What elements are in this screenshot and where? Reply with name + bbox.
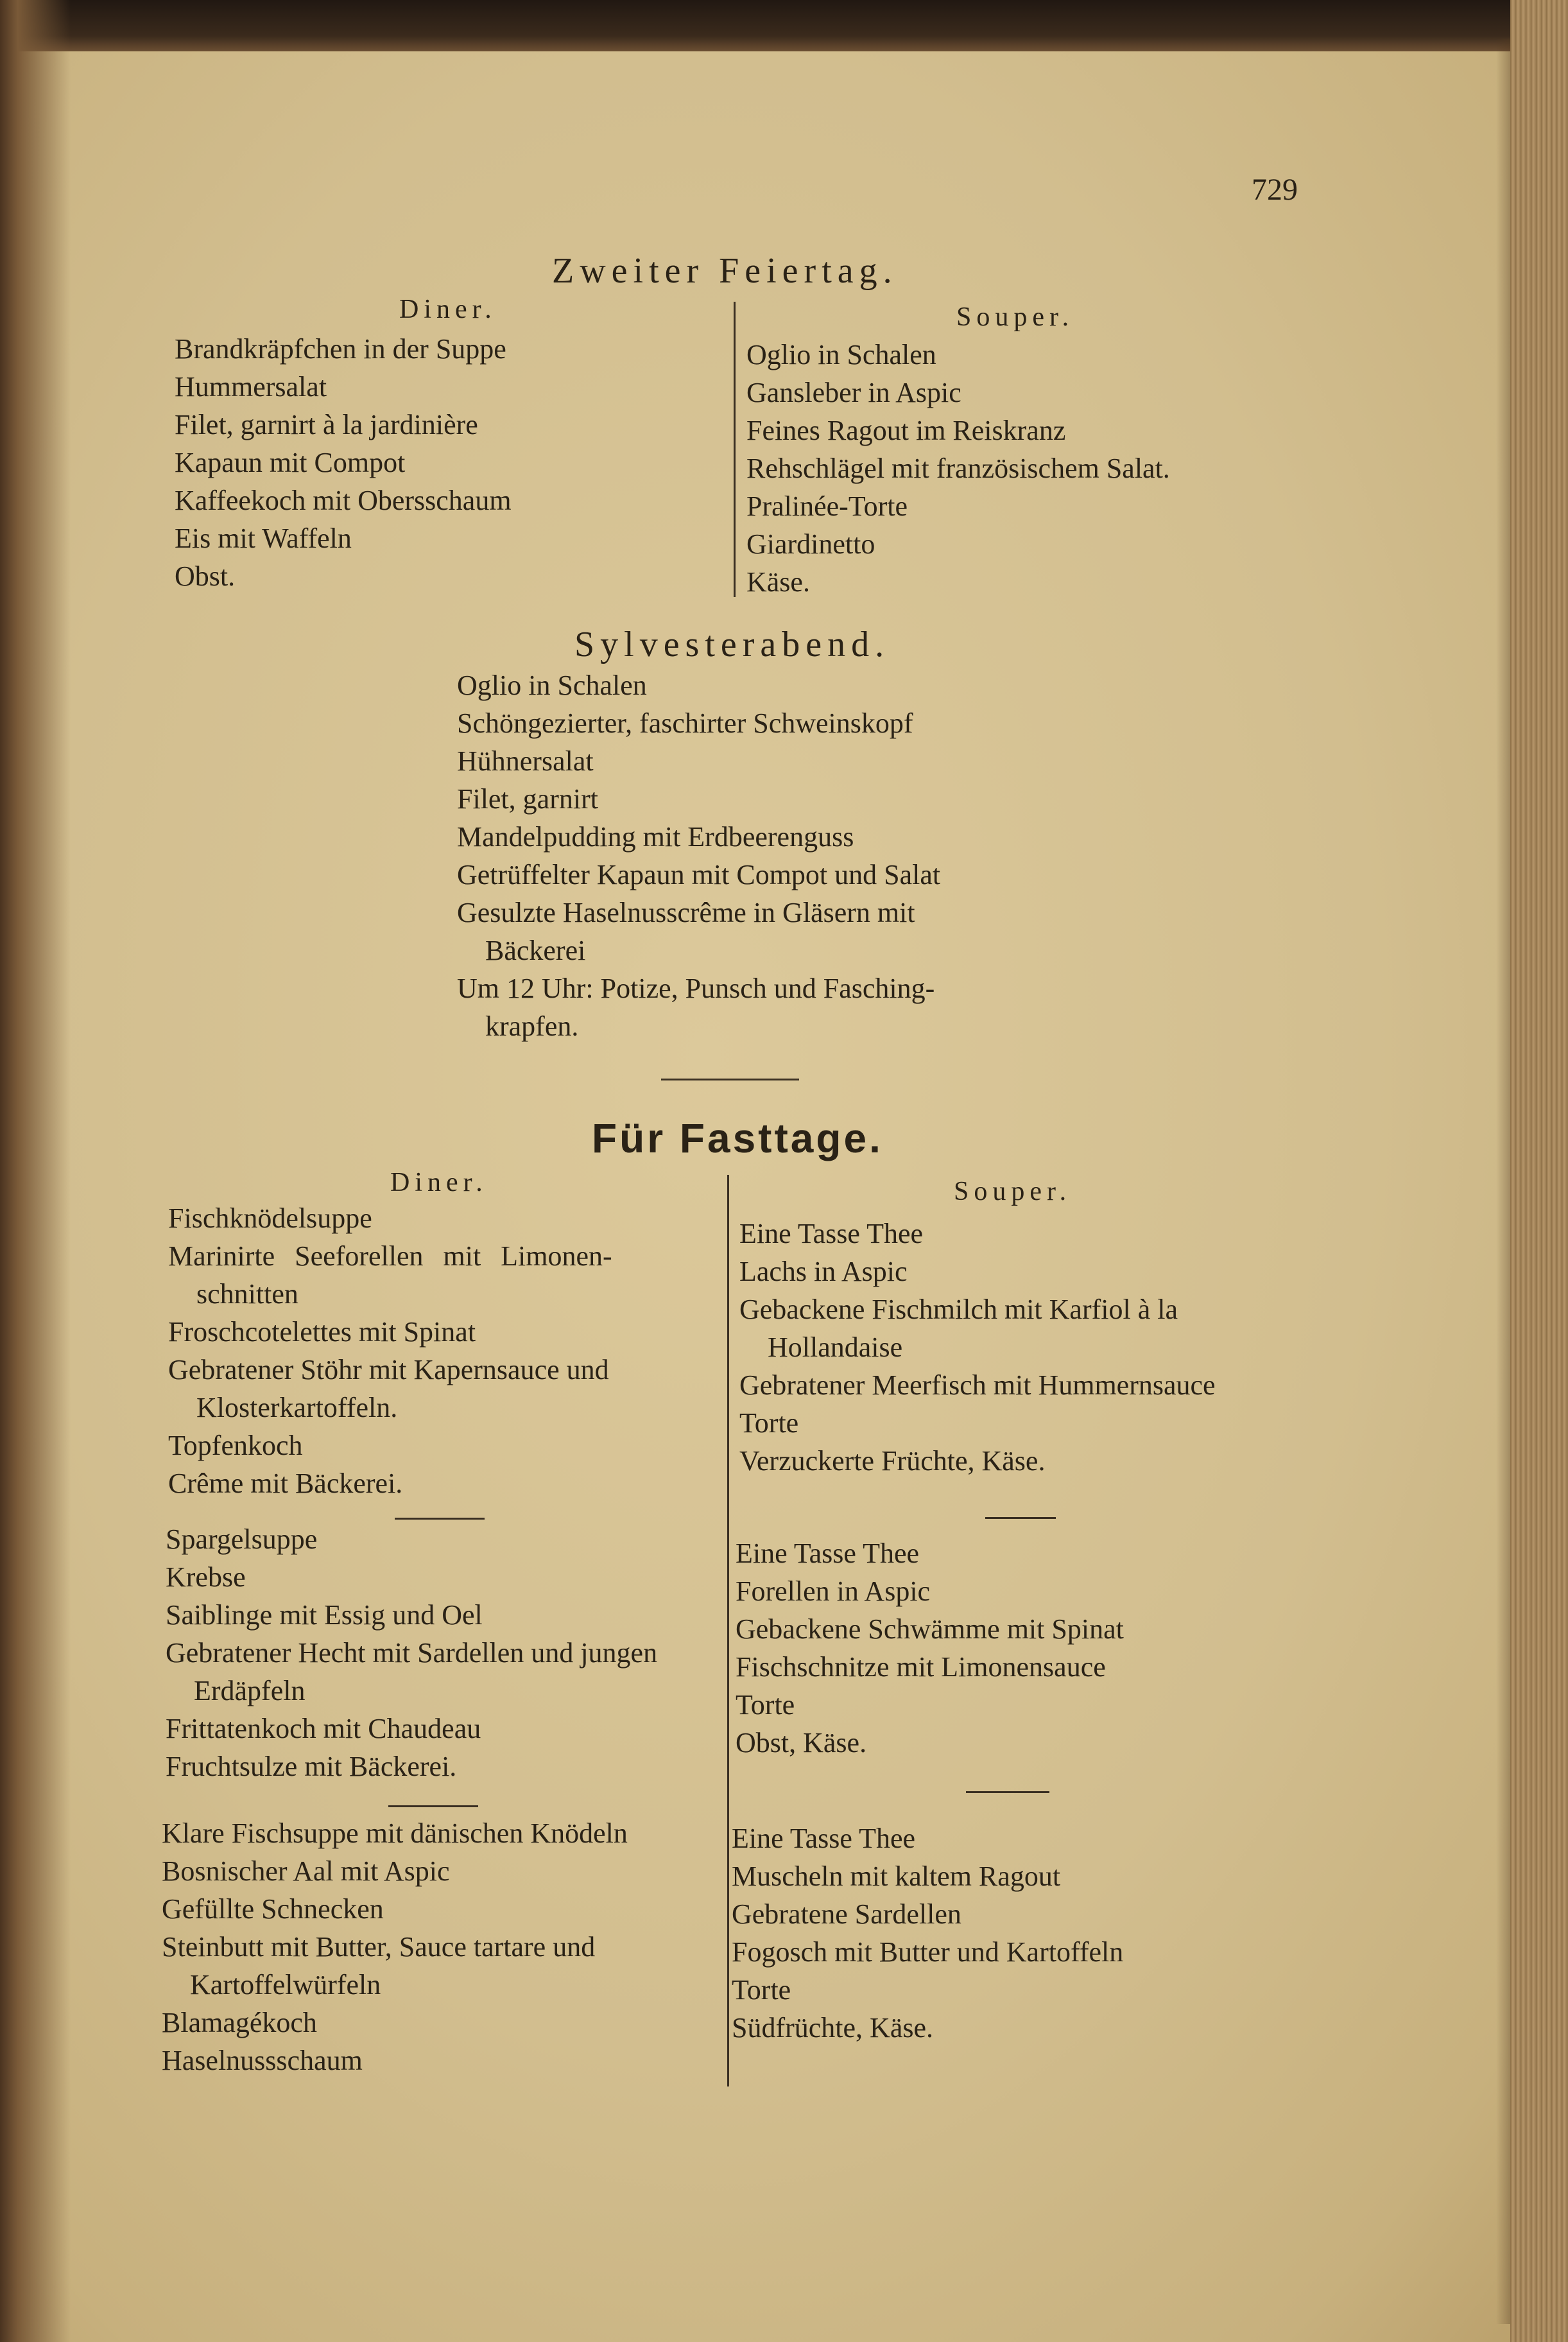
menu-item: Oglio in Schalen <box>457 670 647 701</box>
diner-menu-list <box>175 330 512 595</box>
menu-item: Fischschnitze mit Limonensauce <box>736 1651 1106 1683</box>
page-top-shadow <box>0 0 1568 51</box>
page-edges <box>1510 0 1568 2342</box>
menu-item: Hummersalat <box>175 371 327 403</box>
menu-item: Käse. <box>746 566 810 598</box>
menu-item: Pralinée-Torte <box>746 490 908 522</box>
menu-item: Bosnischer Aal mit Aspic <box>162 1855 450 1887</box>
separator-rule <box>985 1517 1056 1519</box>
menu-item: Um 12 Uhr: Potize, Punsch und Fasching- <box>457 973 935 1004</box>
menu-item: Eine Tasse Thee <box>739 1218 924 1249</box>
fasttage-diner-group-3 <box>162 1814 628 2079</box>
section-title-fasttage: Für Fasttage. <box>592 1115 883 1161</box>
menu-item: Torte <box>732 1974 791 2006</box>
menu-item: Froschcotelettes mit Spinat <box>168 1316 476 1348</box>
menu-item: Giardinetto <box>746 528 875 560</box>
menu-item: Steinbutt mit Butter, Sauce tartare und <box>162 1931 596 1963</box>
menu-item: Gebackene Fischmilch mit Karfiol à la <box>739 1294 1178 1325</box>
menu-item: Feines Ragout im Reiskranz <box>746 415 1066 446</box>
menu-item: Fischknödelsuppe <box>168 1202 372 1234</box>
separator-rule <box>661 1079 799 1080</box>
menu-item: Verzuckerte Früchte, Käse. <box>739 1445 1046 1477</box>
menu-item: Fogosch mit Butter und Kartoffeln <box>732 1936 1124 1968</box>
menu-item: Torte <box>739 1407 799 1439</box>
section-title-sylvesterabend: Sylvesterabend. <box>574 625 890 664</box>
menu-item: Filet, garnirt à la jardinière <box>175 409 478 440</box>
menu-item: Forellen in Aspic <box>736 1575 931 1607</box>
menu-item: Kaffeekoch mit Obersschaum <box>175 485 512 516</box>
menu-item: Mandelpudding mit Erdbeerenguss <box>457 821 854 853</box>
fasttage-souper-heading: Souper. <box>954 1177 1072 1206</box>
menu-item: Frittatenkoch mit Chaudeau <box>166 1713 481 1744</box>
menu-item: schnitten <box>196 1278 298 1310</box>
menu-item: Brandkräpfchen in der Suppe <box>175 333 506 365</box>
fasttage-diner-group-2 <box>166 1520 657 1785</box>
section-title-zweiter-feiertag: Zweiter Feiertag. <box>552 251 898 291</box>
menu-item: Erdäpfeln <box>194 1675 306 1706</box>
menu-item: Spargelsuppe <box>166 1523 318 1555</box>
menu-item: Topfenkoch <box>168 1430 303 1461</box>
menu-item: Hollandaise <box>768 1331 903 1363</box>
binding-shadow <box>0 0 71 2342</box>
menu-item: Fruchtsulze mit Bäckerei. <box>166 1751 457 1782</box>
separator-rule <box>388 1805 478 1807</box>
menu-item: krapfen. <box>485 1011 579 1042</box>
menu-item: Rehschlägel mit französischem Salat. <box>746 453 1170 484</box>
menu-item: Kapaun mit Compot <box>175 447 406 478</box>
fasttage-diner-group-1 <box>168 1199 720 1502</box>
page-number: 729 <box>1252 173 1298 207</box>
menu-item: Torte <box>736 1689 795 1721</box>
menu-item: Gansleber in Aspic <box>746 377 961 408</box>
menu-item: Kartoffelwürfeln <box>190 1969 381 2000</box>
menu-item: Gebratene Sardellen <box>732 1898 961 1930</box>
menu-item: Crême mit Bäckerei. <box>168 1468 403 1499</box>
menu-item: Eine Tasse Thee <box>732 1823 916 1854</box>
menu-item: Bäckerei <box>485 935 586 966</box>
menu-item: Schöngezierter, faschirter Schweinskopf <box>457 707 913 739</box>
menu-item: Haselnussschaum <box>162 2045 363 2076</box>
fasttage-souper-group-1 <box>739 1215 1216 1480</box>
menu-item: Gebratener Meerfisch mit Hummernsauce <box>739 1369 1216 1401</box>
fasttage-diner-heading: Diner. <box>390 1168 488 1197</box>
menu-item: Marinirte Seeforellen mit Limonen- <box>168 1240 612 1272</box>
menu-item: Gebackene Schwämme mit Spinat <box>736 1613 1124 1645</box>
menu-item: Muscheln mit kaltem Ragout <box>732 1861 1061 1892</box>
menu-item: Krebse <box>166 1561 246 1593</box>
souper-menu-list <box>746 336 1170 601</box>
column-divider <box>734 302 736 597</box>
separator-rule <box>395 1518 485 1520</box>
sylvester-menu-list <box>457 666 940 1045</box>
column-divider <box>727 1175 729 2086</box>
menu-item: Gefüllte Schnecken <box>162 1893 384 1925</box>
menu-item: Gebratener Hecht mit Sardellen und jungen <box>166 1637 658 1669</box>
menu-item: Klosterkartoffeln. <box>196 1392 398 1423</box>
menu-item: Saiblinge mit Essig und Oel <box>166 1599 483 1631</box>
menu-item: Gesulzte Haselnusscrême in Gläsern mit <box>457 897 915 928</box>
fasttage-souper-group-3 <box>732 1819 1123 2047</box>
menu-item: Klare Fischsuppe mit dänischen Knödeln <box>162 1817 628 1849</box>
menu-item: Getrüffelter Kapaun mit Compot und Salat <box>457 859 941 890</box>
menu-item: Oglio in Schalen <box>746 339 936 370</box>
diner-heading: Diner. <box>399 295 497 324</box>
menu-item: Obst. <box>175 560 236 592</box>
menu-item: Hühnersalat <box>457 745 594 777</box>
souper-heading: Souper. <box>956 302 1074 332</box>
menu-item: Obst, Käse. <box>736 1727 867 1758</box>
menu-item: Lachs in Aspic <box>739 1256 908 1287</box>
menu-item: Südfrüchte, Käse. <box>732 2012 934 2043</box>
fasttage-souper-group-2 <box>736 1534 1124 1762</box>
menu-item: Eis mit Waffeln <box>175 523 352 554</box>
separator-rule <box>966 1791 1049 1793</box>
menu-item: Blamagékoch <box>162 2007 317 2038</box>
menu-item: Filet, garnirt <box>457 783 598 815</box>
menu-item: Gebratener Stöhr mit Kapernsauce und <box>168 1354 609 1385</box>
menu-item: Eine Tasse Thee <box>736 1538 920 1569</box>
